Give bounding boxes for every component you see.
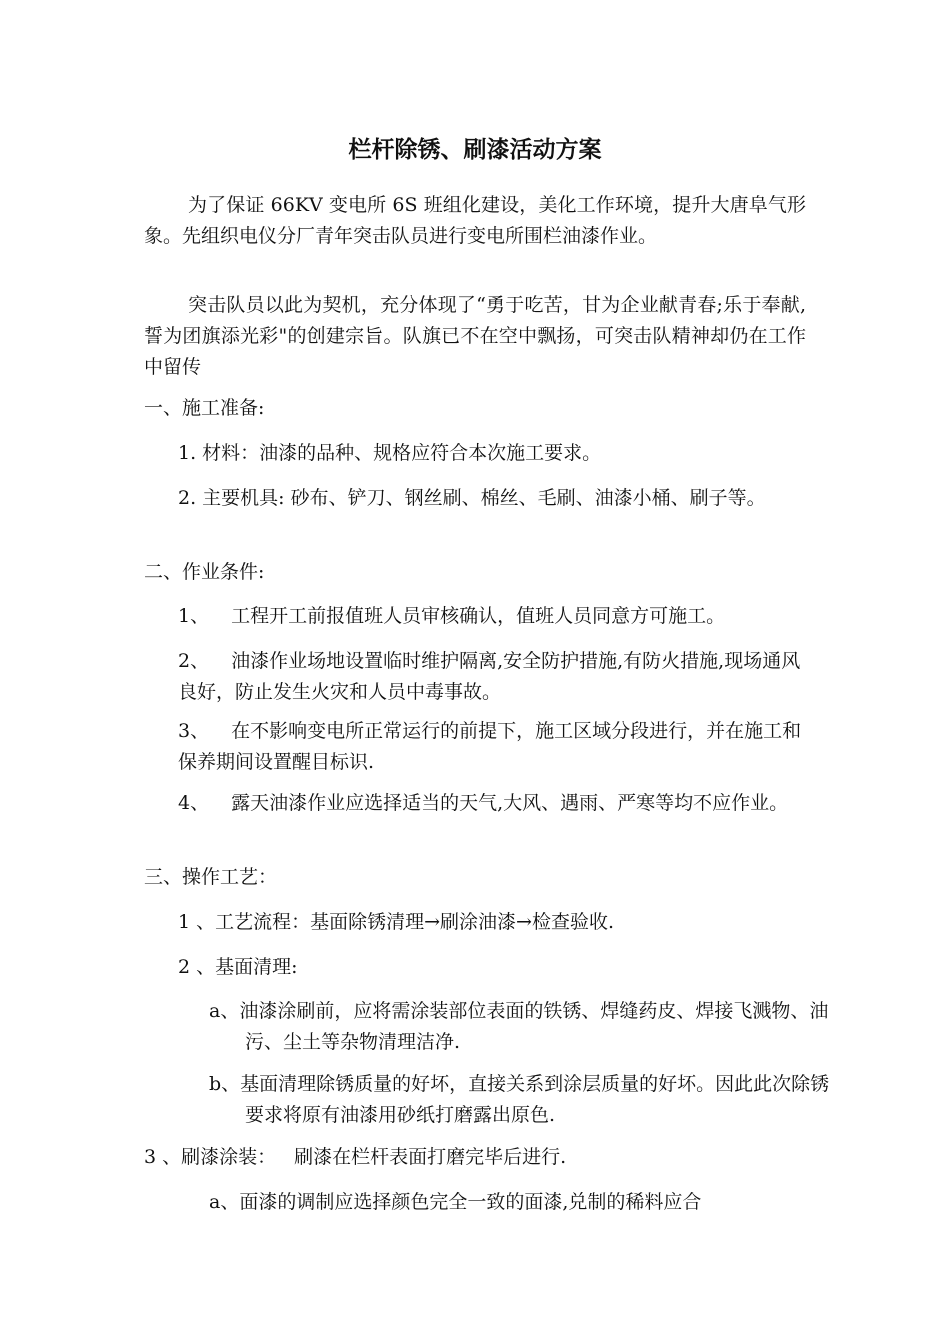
preparation-item-2: 2. 主要机具: 砂布、铲刀、钢丝刷、棉丝、毛刷、油漆小桶、刷子等。	[178, 487, 766, 509]
condition-item-number: 1、	[178, 605, 210, 627]
intro-paragraph-1: 为了保证 66KV 变电所 6S 班组化建设，美化工作环境，提升大唐阜气形象。先组织电仪分厂青年突击队员进行变电所围栏油漆作业。	[144, 194, 806, 247]
condition-item-2	[178, 646, 808, 708]
process-item-2: 2 、基面清理:	[178, 956, 298, 978]
condition-item-3	[178, 716, 808, 778]
condition-item-text: 露天油漆作业应选择适当的天气,大风、遇雨、严寒等均不应作业。	[231, 792, 789, 814]
condition-item-number: 4、	[178, 792, 210, 814]
process-item-3-label: 3 、刷漆涂装：	[144, 1146, 277, 1168]
intro-paragraph-2: 突击队员以此为契机，充分体现了“勇于吃苦，甘为企业献青春;乐于奉献,誓为团旗添光彩"的创建宗旨。队旗已不在空中飘扬，可突击队精神却仍在工作中留传	[144, 294, 806, 378]
section-heading-conditions: 二、作业条件:	[144, 561, 265, 583]
condition-item-1	[178, 601, 808, 632]
condition-item-text: 油漆作业场地设置临时维护隔离,安全防护措施,有防火措施,现场通风良好，防止发生火灾和人员中毒事故。	[178, 650, 801, 703]
process-item-3	[144, 1142, 566, 1173]
condition-item-number: 2、	[178, 650, 210, 672]
preparation-item-1: 1. 材料：油漆的品种、规格应符合本次施工要求。	[178, 442, 602, 464]
section-heading-process: 三、操作工艺：	[144, 866, 278, 888]
document-title: 栏杆除锈、刷漆活动方案	[348, 136, 602, 163]
process-subitem-a: a、油漆涂刷前，应将需涂装部位表面的铁锈、焊缝药皮、焊接飞溅物、油污、尘土等杂物清理洁净.	[209, 1000, 829, 1053]
condition-item-text: 在不影响变电所正常运行的前提下，施工区域分段进行，并在施工和保养期间设置醒目标识.	[178, 720, 802, 773]
process-item-3-text: 刷漆在栏杆表面打磨完毕后进行.	[294, 1146, 567, 1168]
condition-item-4	[178, 788, 808, 819]
section-heading-preparation: 一、施工准备:	[144, 397, 265, 419]
process-subitem-b: b、基面清理除锈质量的好坏，直接关系到涂层质量的好坏。因此此次除锈要求将原有油漆用砂纸打磨露出原色.	[209, 1073, 830, 1126]
condition-item-text: 工程开工前报值班人员审核确认，值班人员同意方可施工。	[231, 605, 726, 627]
process-item-1: 1 、工艺流程：基面除锈清理→刷涂油漆→检查验收.	[178, 911, 615, 933]
condition-item-number: 3、	[178, 720, 210, 742]
process-item-3-subitem-a: a、面漆的调制应选择颜色完全一致的面漆,兑制的稀料应合	[209, 1191, 702, 1213]
